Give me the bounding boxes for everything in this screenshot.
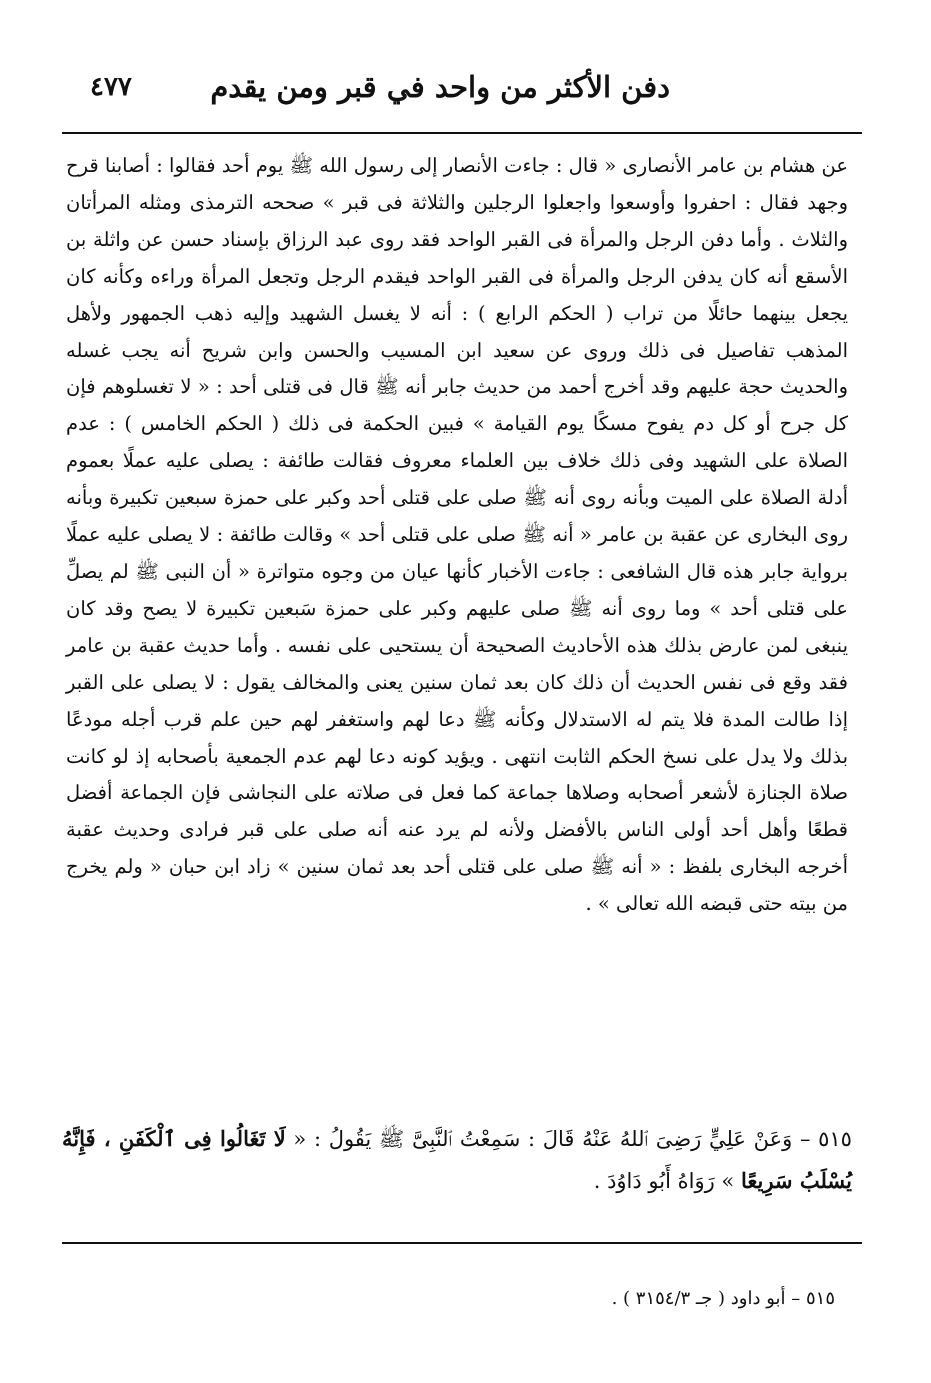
commentary-paragraph: عن هشام بن عامر الأنصارى « قال : جاءت الأنصار إلى رسول الله ﷺ يوم أحد فقالوا : أصابنا قرح وجهد فقال : احفروا وأوسعوا واجعلوا الرجلين والثلاثة فى قبر » صححه الترمذى ومثله المرأتان والثلاث . وأما دفن الرجل والمرأة فى القبر الواحد فقد روى عبد الرزاق بإسناد حسن عن واثلة بن الأسقع أنه كان يدفن الرجل والمرأة فى القبر الواحد فيقدم الرجل وتجعل المرأة وراءه وكأنه كان يجعل بينهما حائلًا من تراب ( الحكم الرابع ) : أنه لا يغسل الشهيد وإليه ذهب الجمهور ولأهل المذهب تفاصيل فى ذلك وروى عن سعيد ابن المسيب والحسن وابن شريح أنه يجب غسله والحديث حجة عليهم وقد أخرج أحمد من حديث جابر أنه ﷺ قال فى قتلى أحد : « لا تغسلوهم فإن كل جرح أو كل دم يفوح مسكًا يوم القيامة » فبين الحكمة فى ذلك ( الحكم الخامس ) : عدم الصلاة على الشهيد وفى ذلك خلاف بين العلماء معروف فقالت طائفة : يصلى عليه عملًا بعموم أدلة الصلاة على الميت وبأنه روى أنه ﷺ صلى على قتلى أحد وكبر على حمزة سبعين تكبيرة وبأنه روى البخارى عن عقبة بن عامر « أنه ﷺ صلى على قتلى أحد » وقالت طائفة : لا يصلى عليه عملًا برواية جابر هذه قال الشافعى : جاءت الأخبار كأنها عيان من وجوه متواترة « أن النبى ﷺ لم يصلِّ على قتلى أحد » وما روى أنه ﷺ صلى عليهم وكبر على حمزة سَبعين تكبيرة لا يصح وقد كان ينبغى لمن عارض بذلك هذه الأحاديث الصحيحة أن يستحيى على نفسه . وأما حديث عقبة بن عامر فقد وقع فى نفس الحديث أن ذلك كان بعد ثمان سنين يعنى والمخالف يقول : لا يصلى على القبر إذا طالت المدة فلا يتم له الاستدلال وكأنه ﷺ دعا لهم واستغفر لهم حين علم قرب أجله مودعًا بذلك ولا يدل على نسخ الحكم الثابت انتهى . ويؤيد كونه دعا لهم عدم الجمعية بأصحابه إذ لو كانت صلاة الجنازة لأشعر أصحابه وصلاها جماعة كما فعل فى صلاته على النجاشى فإن الجماعة أفضل قطعًا وأهل أحد أولى الناس بالأفضل ولأنه لم يرد عنه أنه صلى على قبر فرادى وحديث عقبة أخرجه البخارى بلفظ : « أنه ﷺ صلى على قتلى أحد بعد ثمان سنين » زاد ابن حبان « ولم يخرج من بيته حتى قبضه الله تعالى » .	[66, 154, 848, 916]
footnote-divider	[62, 1242, 862, 1244]
footnote: ٥١٥ – أبو داود ( جـ ٣١٥٤/٣ ) .	[611, 1288, 835, 1309]
hadith-outro: » رَوَاهُ أَبُو دَاوُدَ .	[593, 1169, 735, 1193]
commentary-body	[66, 148, 848, 923]
hadith-515	[62, 1118, 852, 1202]
hadith-matn: لَا تَغَالُوا فِى ٱلْكَفَنِ ، فَإِنَّهُ يُسْلَبُ سَرِيعًا	[62, 1126, 852, 1193]
hadith-number: ٥١٥	[818, 1127, 852, 1151]
page-number: ٤٧٧	[90, 72, 132, 102]
page-header	[70, 66, 860, 118]
header-divider	[62, 132, 862, 134]
running-title: دفن الأكثر من واحد في قبر ومن يقدم	[210, 70, 670, 104]
hadith-dash: –	[799, 1127, 811, 1151]
hadith-intro: وَعَنْ عَلِيٍّ رَضِىَ ٱللهُ عَنْهُ قَالَ : سَمِعْتُ ٱلنَّبِىَّ ﷺ يَقُولُ : «	[293, 1127, 793, 1151]
